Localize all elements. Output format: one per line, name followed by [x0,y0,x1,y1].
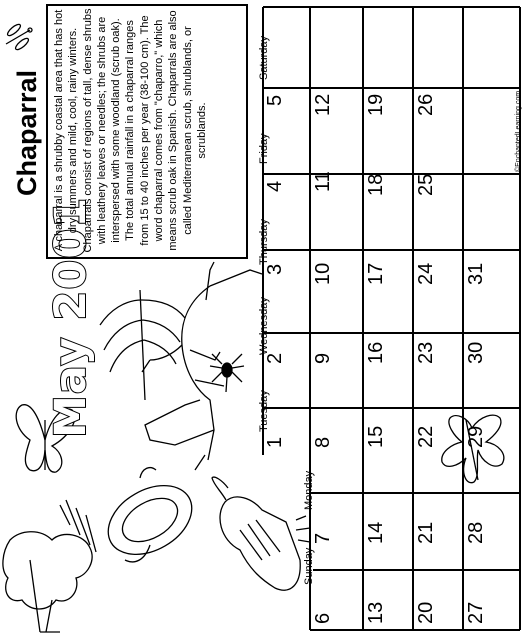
dragonfly-icon [6,23,32,52]
day-name-saturday: Saturday [258,35,270,80]
day-name-tuesday: Tuesday [258,390,270,432]
day-cell-number: 12 [312,93,334,116]
day-cell-number: 5 [264,94,286,106]
day-name-sunday: Sunday [303,547,315,585]
day-cell-number: 10 [312,262,334,285]
day-name-thursday: Thursday [258,219,270,265]
day-cell-number: 13 [365,601,387,624]
calendar-title: May 2001 [46,196,96,438]
day-cell-number: 9 [312,352,334,364]
day-cell-number: 31 [465,262,487,285]
copyright-credit: ©EnchantedLearning.com [515,90,522,172]
day-cell-number: 19 [365,93,387,116]
day-cell-number: 30 [465,341,487,364]
shrub-icon [3,500,96,632]
day-cell-number: 16 [365,341,387,364]
biome-heading: Chaparral [12,69,42,196]
day-cell-number: 3 [264,263,286,275]
day-cell-number: 29 [465,425,487,448]
day-cell-number: 2 [264,352,286,364]
day-cell-number: 4 [264,180,286,192]
day-cell-number: 21 [415,521,437,544]
day-cell-number: 14 [365,521,387,544]
snake-icon [96,468,204,569]
day-cell-number: 1 [264,436,286,448]
day-name-friday: Friday [258,133,270,164]
day-cell-number: 24 [415,262,437,285]
day-cell-number: 28 [465,521,487,544]
day-cell-number: 8 [312,436,334,448]
day-cell-number: 11 [312,171,334,192]
day-cell-number: 23 [415,341,437,364]
day-cell-number: 17 [365,262,387,285]
day-cell-number: 7 [312,532,334,544]
day-cell-number: 26 [415,93,437,116]
day-cell-number: 18 [365,173,387,196]
quail-icon [212,477,310,590]
day-name-monday: Monday [303,470,315,510]
day-cell-number: 22 [415,425,437,448]
day-cell-number: 20 [415,601,437,624]
biome-description: A chaparral is a shrubby coastal area that has hot dry summers and mild, cool, rainy winters. Chaparrals consist of regions of tall, dense shrubs with leathery leaves or needles; the shrubs are interspersed with some woodland (scrub oak). The total annual rainfall in a chaparral ranges from 15 to 40 inches per year (38-100 cm). The word chaparral comes from "chaparro," which means scrub oak in Spanish. Chaparrals are also called Mediterranean scrub, shrublands, or scrublands. [53,8,208,253]
day-cell-number: 27 [465,601,487,624]
day-name-wednesday: Wednesday [258,297,270,355]
day-cell-number: 25 [415,173,437,196]
day-cell-number: 6 [312,612,334,624]
day-cell-number: 15 [365,425,387,448]
fern-icon [100,290,185,400]
